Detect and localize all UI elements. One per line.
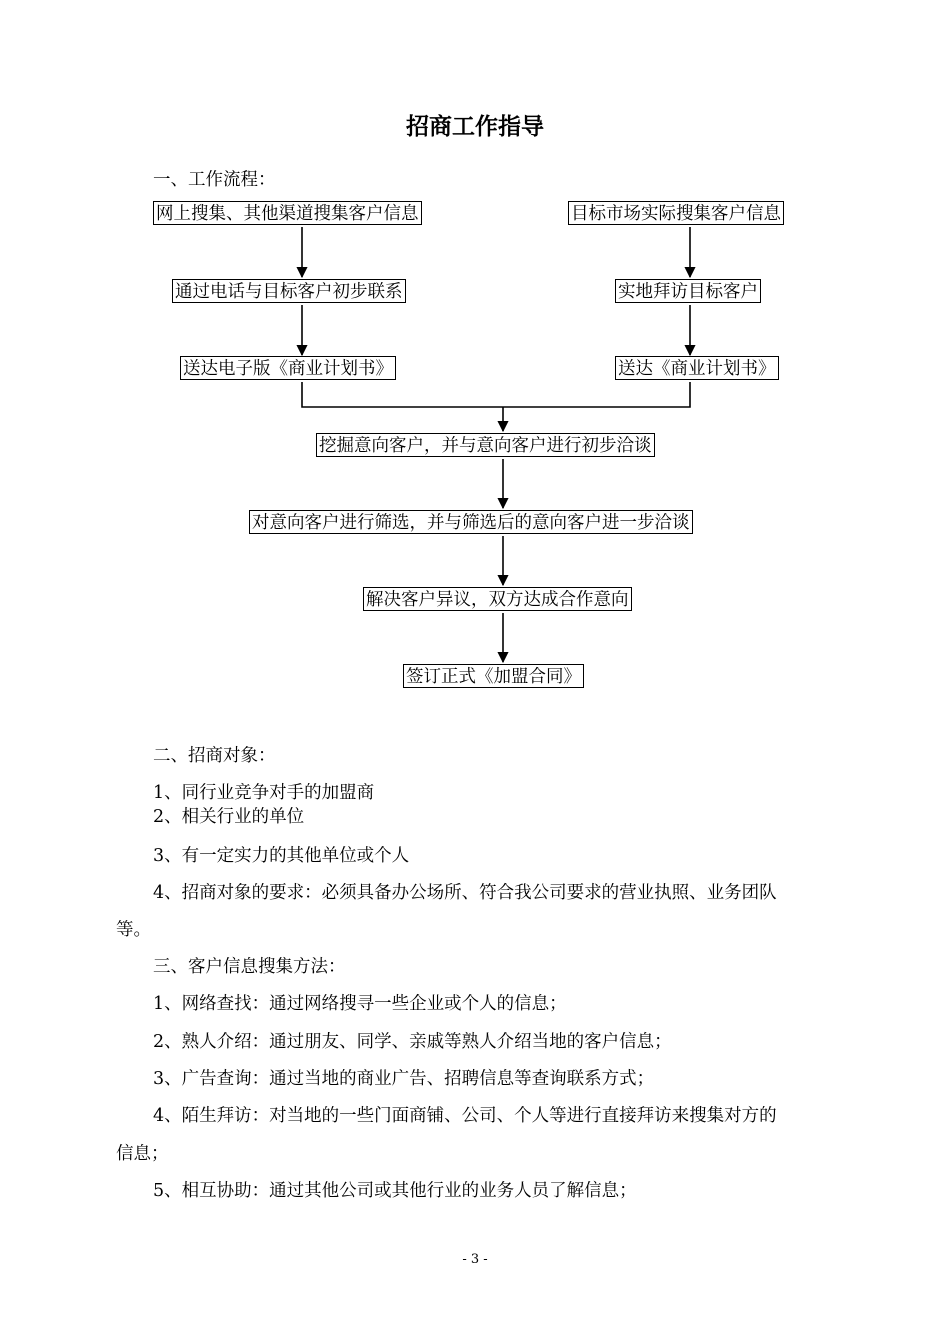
flow-box-left-3: 送达电子版《商业计划书》 — [180, 356, 396, 380]
flow-box-center-2: 对意向客户进行筛选，并与筛选后的意向客户进一步洽谈 — [249, 510, 693, 534]
merge-line — [302, 382, 690, 407]
page-title: 招商工作指导 — [406, 114, 544, 140]
section3-item-5: 5、相互协助：通过其他公司或其他行业的业务人员了解信息； — [153, 1181, 637, 1201]
section2-item-3: 3、有一定实力的其他单位或个人 — [153, 846, 410, 866]
section2-item-1: 1、同行业竞争对手的加盟商 — [153, 783, 375, 803]
section2-item-4-line2: 等。 — [116, 920, 151, 940]
flow-box-center-1: 挖掘意向客户，并与意向客户进行初步洽谈 — [316, 433, 655, 457]
flow-box-center-3: 解决客户异议，双方达成合作意向 — [363, 587, 632, 611]
section3-item-4-line2: 信息； — [116, 1144, 169, 1164]
flow-box-right-3: 送达《商业计划书》 — [615, 356, 779, 380]
section3-item-4-line1: 4、陌生拜访：对当地的一些门面商铺、公司、个人等进行直接拜访来搜集对方的 — [153, 1106, 777, 1126]
section3-heading: 三、客户信息搜集方法： — [153, 957, 346, 977]
section3-item-3: 3、广告查询：通过当地的商业广告、招聘信息等查询联系方式； — [153, 1069, 655, 1089]
section2-heading: 二、招商对象： — [153, 746, 276, 766]
section1-heading: 一、工作流程： — [153, 170, 276, 190]
section2-item-2: 2、相关行业的单位 — [153, 807, 305, 827]
page-number: - 3 - — [462, 1252, 488, 1267]
flow-box-right-2: 实地拜访目标客户 — [615, 279, 761, 303]
section2-item-4-line1: 4、招商对象的要求：必须具备办公场所、符合我公司要求的营业执照、业务团队 — [153, 883, 777, 903]
flow-box-left-1: 网上搜集、其他渠道搜集客户信息 — [153, 201, 422, 225]
flow-box-right-1: 目标市场实际搜集客户信息 — [568, 201, 784, 225]
flow-box-center-4: 签订正式《加盟合同》 — [403, 664, 584, 688]
section3-item-1: 1、网络查找：通过网络搜寻一些企业或个人的信息； — [153, 994, 567, 1014]
flow-box-left-2: 通过电话与目标客户初步联系 — [172, 279, 406, 303]
section3-item-2: 2、熟人介绍：通过朋友、同学、亲戚等熟人介绍当地的客户信息； — [153, 1032, 672, 1052]
